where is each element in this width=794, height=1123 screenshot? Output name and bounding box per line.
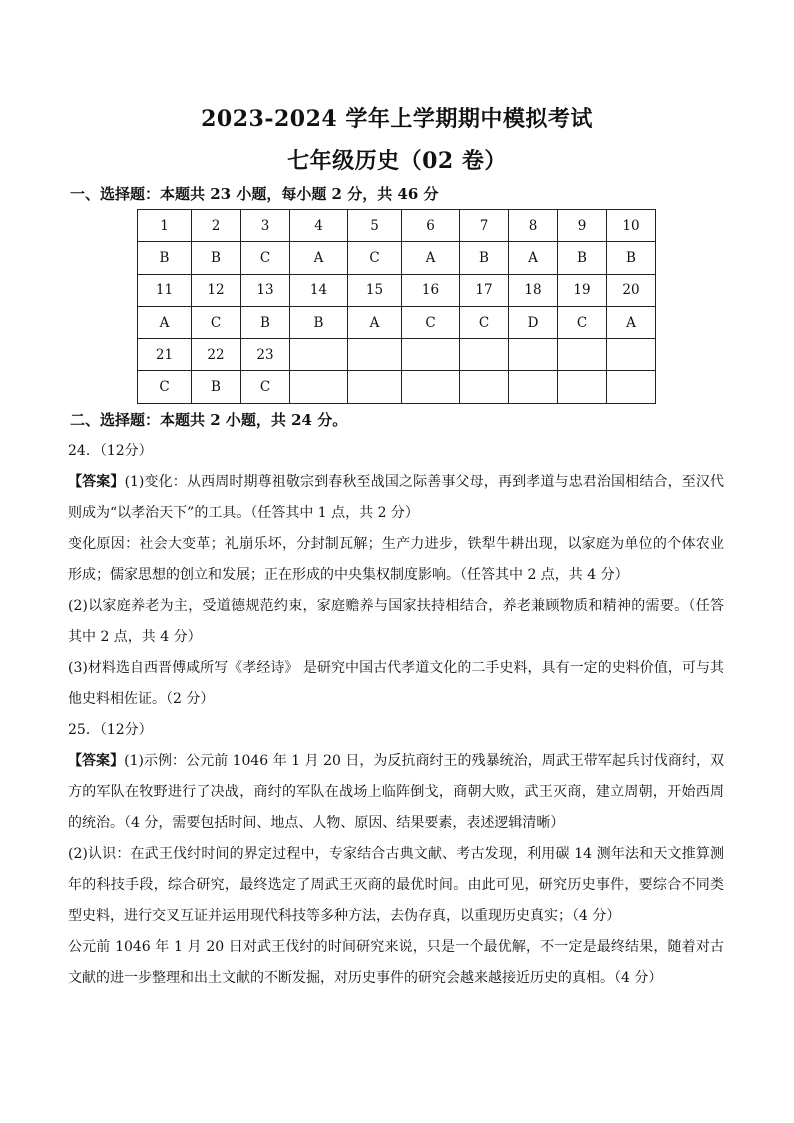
answer-cell: A [348, 306, 402, 338]
q24-part3: (3)材料选自西晋傅咸所写《孝经诗》 是研究中国古代孝道文化的二手史料，具有一定的史料价值，可与其他史料相佐证。（2 分） [68, 660, 724, 707]
question-number-cell: 2 [192, 210, 241, 242]
q25-part2: (2)认识：在武王伐纣时间的界定过程中，专家结合古典文献、考古发现，利用碳 14 测年法和天文推算测年的科技手段，综合研究，最终选定了周武王灭商的最优时间。由此可见，研究历史事件，要综合不同类型史料，进行交叉互证并运用现代科技等多种方法，去伪存真，以重现历史真实；（4 分） [68, 846, 724, 924]
table-row [138, 210, 656, 242]
table-row [138, 274, 656, 306]
answer-cell [402, 371, 460, 403]
answer-cell: B [607, 242, 656, 274]
answer-cell [607, 371, 656, 403]
question-number-cell: 4 [290, 210, 348, 242]
question-number-cell: 19 [558, 274, 607, 306]
answer-tag: 【答案】 [68, 474, 125, 490]
answer-cell: A [290, 242, 348, 274]
question-number-cell: 14 [290, 274, 348, 306]
question-number-cell: 1 [138, 210, 192, 242]
question-number-cell [558, 339, 607, 371]
answer-cell: B [460, 242, 509, 274]
answer-table [137, 209, 656, 404]
question-number-cell: 9 [558, 210, 607, 242]
answer-cell: C [138, 371, 192, 403]
answer-cell: A [607, 306, 656, 338]
answer-cell: A [402, 242, 460, 274]
q24-part1-text: (1)变化：从西周时期尊祖敬宗到春秋至战国之际善事父母，再到孝道与忠君治国相结合，至汉代则成为“以孝治天下”的工具。（任答其中 1 点，共 2 分） [68, 474, 725, 521]
question-number-cell: 22 [192, 339, 241, 371]
question-number-cell [509, 339, 558, 371]
page-title: 2023-2024 学年上学期期中模拟考试 [201, 106, 593, 132]
question-number-cell: 18 [509, 274, 558, 306]
question-number-cell: 10 [607, 210, 656, 242]
question-number-cell: 15 [348, 274, 402, 306]
answer-cell: B [138, 242, 192, 274]
question-number-cell [348, 339, 402, 371]
answer-cell: C [241, 371, 290, 403]
question-number-cell: 11 [138, 274, 192, 306]
question-number-cell [607, 339, 656, 371]
answer-cell [460, 371, 509, 403]
answer-cell [348, 371, 402, 403]
answer-cell: D [509, 306, 558, 338]
question-number-cell: 13 [241, 274, 290, 306]
answer-cell: C [241, 242, 290, 274]
answer-cell [290, 371, 348, 403]
q24-part1 [68, 467, 724, 529]
page-subtitle: 七年级历史（02 卷） [287, 148, 507, 174]
answer-cell: C [460, 306, 509, 338]
answer-cell: C [402, 306, 460, 338]
answer-cell: A [509, 242, 558, 274]
answer-cell [558, 371, 607, 403]
answer-cell: C [192, 306, 241, 338]
answer-cell: C [348, 242, 402, 274]
table-row [138, 242, 656, 274]
question-number-cell [402, 339, 460, 371]
question-number-cell: 7 [460, 210, 509, 242]
answer-cell: C [558, 306, 607, 338]
question-number-cell: 17 [460, 274, 509, 306]
q25-part1-text: (1)示例：公元前 1046 年 1 月 20 日，为反抗商纣王的残暴统治，周武王带军起兵讨伐商纣，双方的军队在牧野进行了决战，商纣的军队在战场上临阵倒戈，商朝大败，武王灭商，建立周朝，开始西周的统治。（4 分，需要包括时间、地点、人物、原因、结果要素，表述逻辑清晰） [68, 753, 725, 831]
answer-cell: B [290, 306, 348, 338]
question-number-cell [460, 339, 509, 371]
table-row [138, 339, 656, 371]
question-number-cell [290, 339, 348, 371]
q25-part2-cont: 公元前 1046 年 1 月 20 日对武王伐纣的时间研究来说，只是一个最优解，不一定是最终结果，随着对古文献的进一步整理和出土文献的不断发掘，对历史事件的研究会越来越接近历史的真相。（4 分） [68, 939, 724, 986]
q25-part1 [68, 746, 724, 839]
question-number-cell: 23 [241, 339, 290, 371]
answer-cell: B [192, 242, 241, 274]
question-number-cell: 16 [402, 274, 460, 306]
q25-number: 25．（12分） [68, 722, 153, 738]
q24-number: 24．（12分） [68, 443, 153, 459]
answer-cell: B [558, 242, 607, 274]
question-number-cell: 6 [402, 210, 460, 242]
section-1-heading: 一、选择题：本题共 23 小题，每小题 2 分，共 46 分 [70, 185, 439, 203]
answer-cell: B [192, 371, 241, 403]
section-2-heading: 二、选择题：本题共 2 小题，共 24 分。 [70, 411, 348, 429]
question-number-cell: 21 [138, 339, 192, 371]
question-number-cell: 3 [241, 210, 290, 242]
question-number-cell: 12 [192, 274, 241, 306]
question-number-cell: 20 [607, 274, 656, 306]
answer-cell [509, 371, 558, 403]
answers-content [68, 436, 724, 994]
question-number-cell: 8 [509, 210, 558, 242]
answer-cell: A [138, 306, 192, 338]
q24-part1-reasons: 变化原因：社会大变革；礼崩乐坏，分封制瓦解；生产力进步，铁犁牛耕出现，以家庭为单位的个体农业形成；儒家思想的创立和发展；正在形成的中央集权制度影响。（任答其中 2 点，共 4 分） [68, 536, 724, 583]
question-number-cell: 5 [348, 210, 402, 242]
answer-tag: 【答案】 [68, 753, 125, 769]
table-row [138, 306, 656, 338]
q24-part2: (2)以家庭养老为主，受道德规范约束，家庭赡养与国家扶持相结合，养老兼顾物质和精神的需要。（任答其中 2 点，共 4 分） [68, 598, 724, 645]
answer-cell: B [241, 306, 290, 338]
table-row [138, 371, 656, 403]
